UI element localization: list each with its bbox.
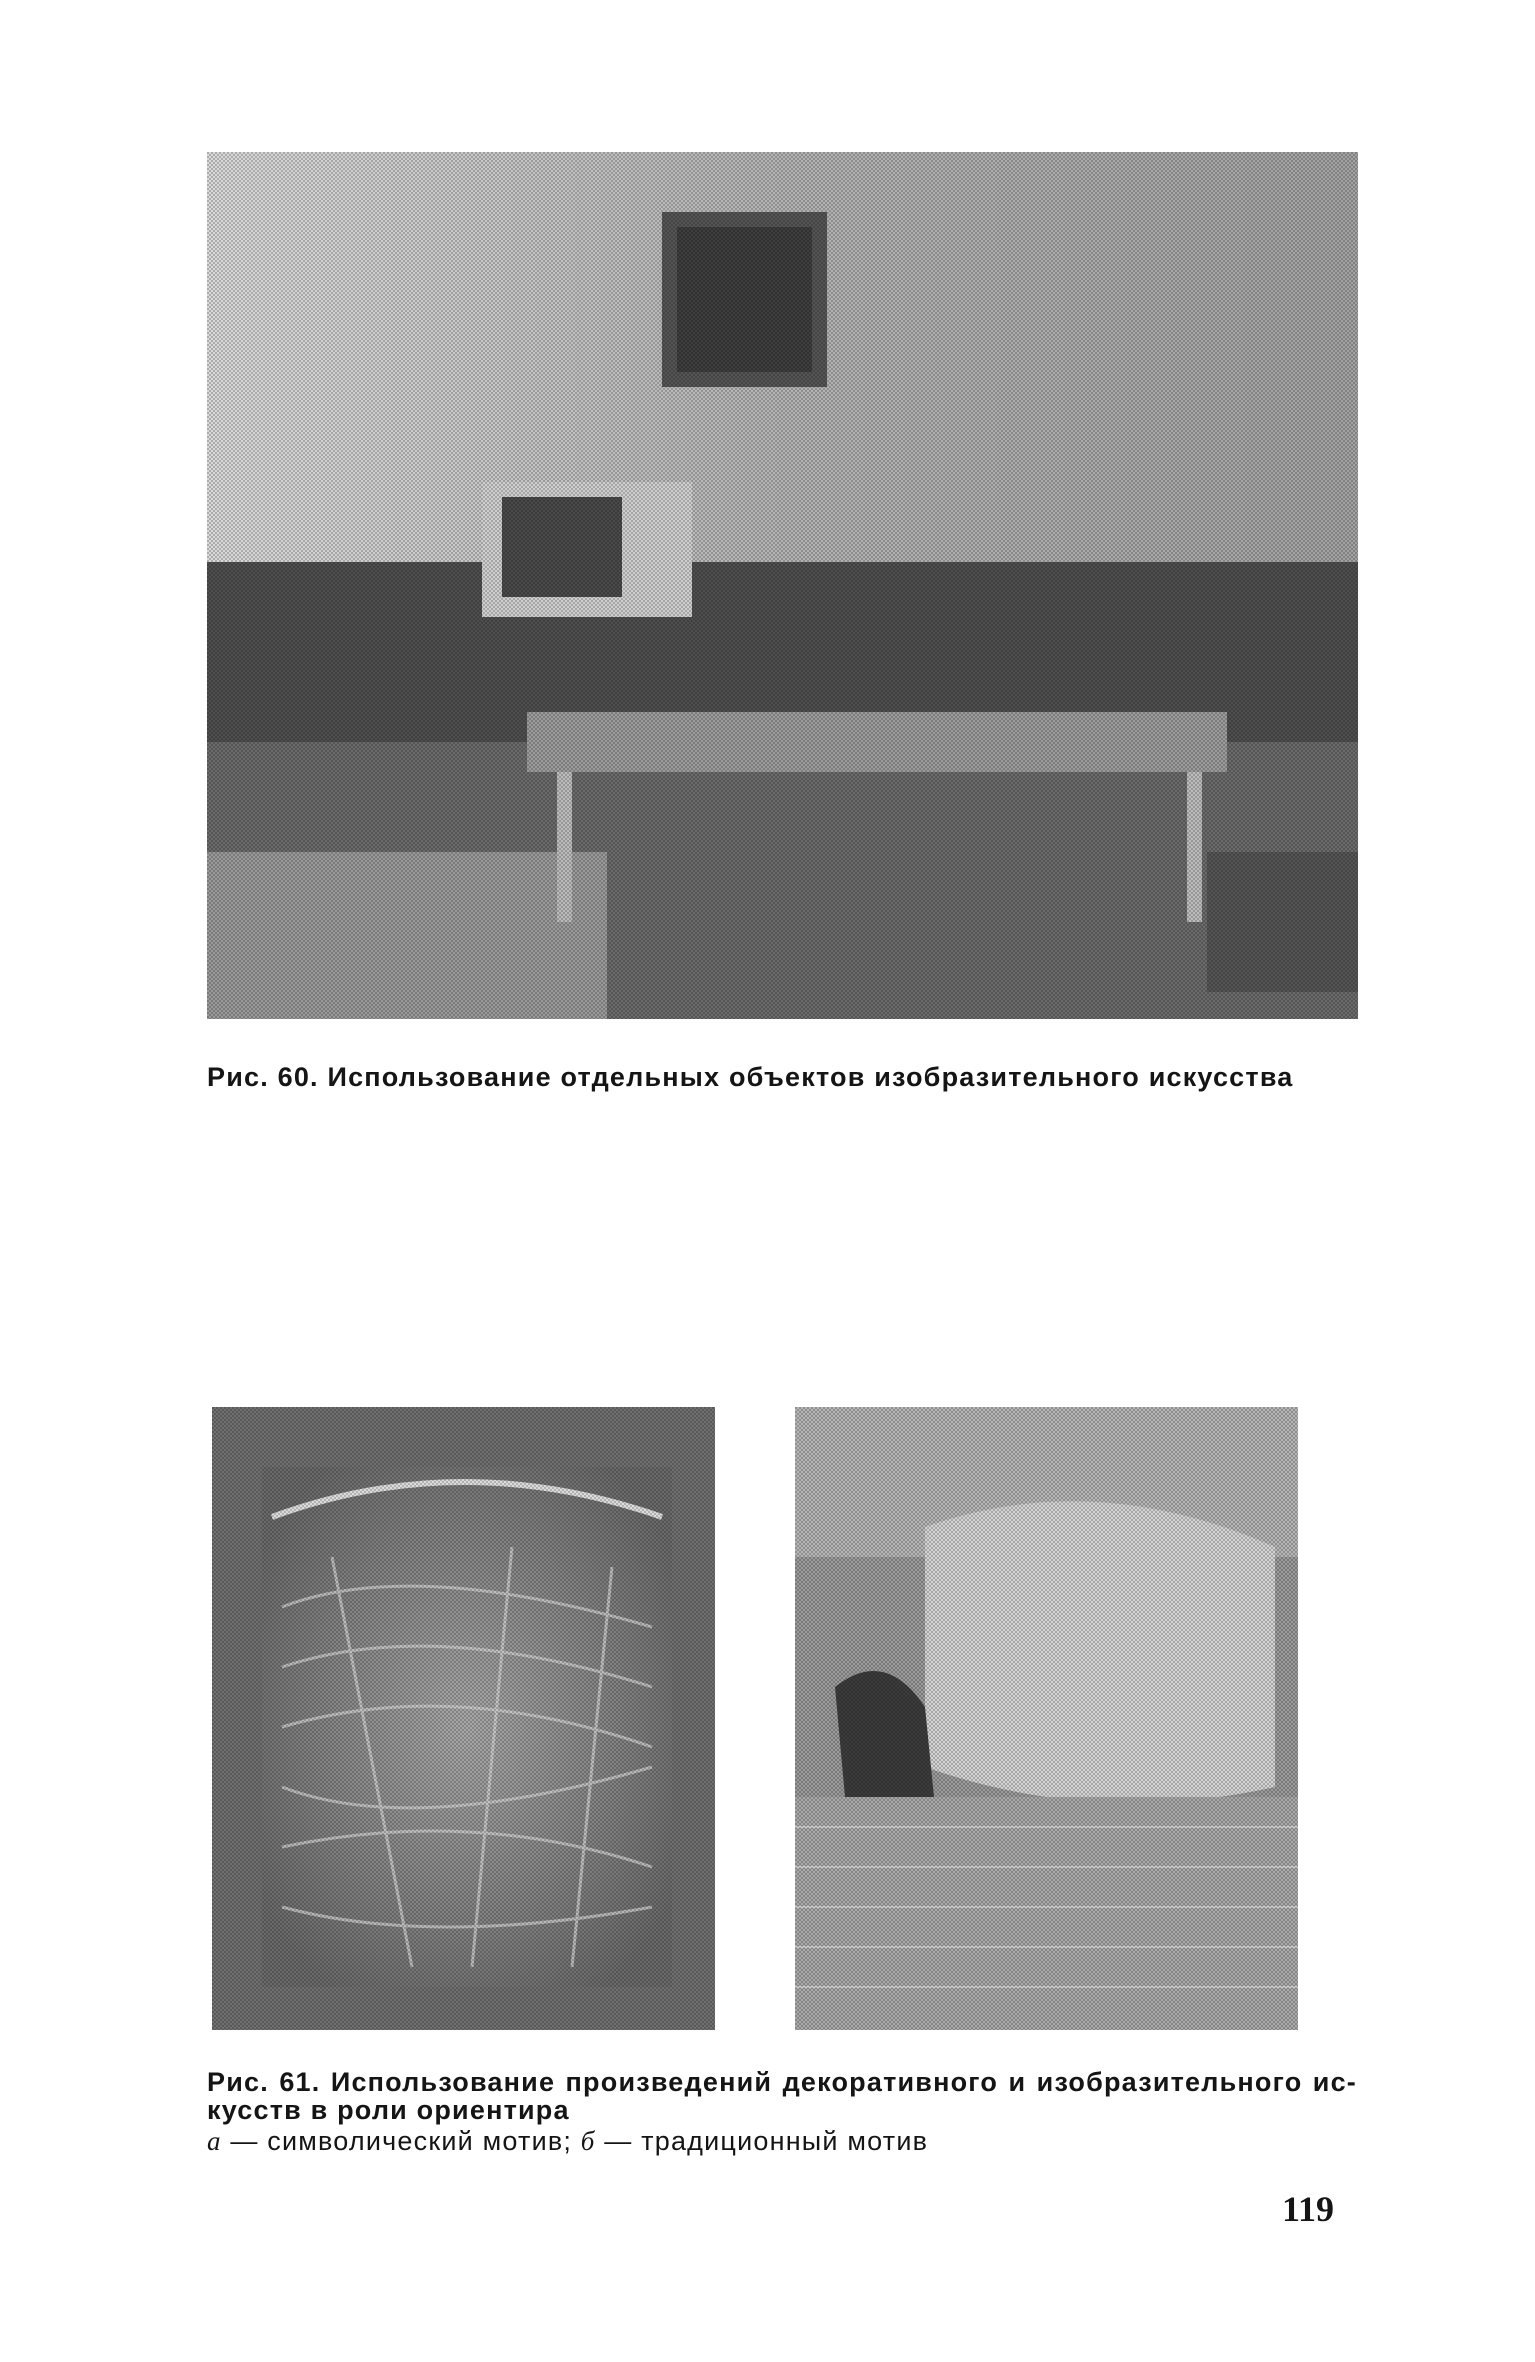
legend-a-letter: а [207, 2126, 222, 2156]
figure-61-caption-line2: кусств в роли ориентира [207, 2095, 570, 2125]
figure-61-caption-line1: Рис. 61. Использование произведений декоративного и изобразительного ис- [207, 2067, 1357, 2097]
page-number: 119 [1282, 2189, 1335, 2229]
legend-b-text: — традиционный мотив [595, 2126, 929, 2156]
figure-61-legend [207, 2127, 928, 2156]
figure-61b-photo [795, 1407, 1298, 2030]
legend-b-letter: б [580, 2126, 596, 2156]
legend-a-text: — символический мотив; [221, 2126, 581, 2156]
figure-61a-photo [212, 1407, 715, 2030]
figure-60-caption: Рис. 60. Использование отдельных объектов изобразительного искусства [207, 1062, 1294, 1092]
figure-60-photo [207, 152, 1358, 1019]
